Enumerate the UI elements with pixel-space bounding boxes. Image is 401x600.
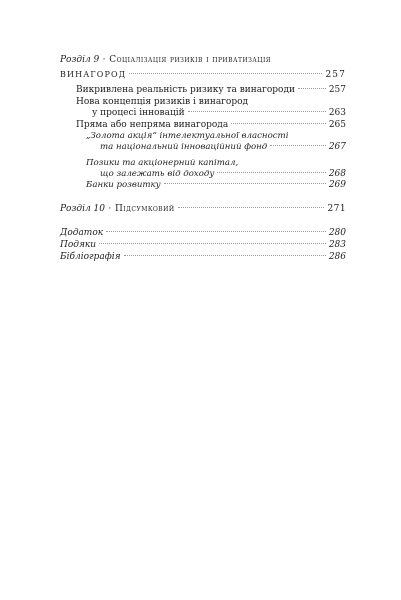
- toc-appendix[interactable]: [60, 228, 346, 238]
- dot-leader: [298, 88, 326, 89]
- chapter-10-label: Розділ 10: [60, 204, 106, 214]
- toc-section-distorted-reality[interactable]: [60, 85, 346, 95]
- toc-subsection-development-banks[interactable]: [60, 180, 346, 190]
- page-number: 257: [328, 85, 346, 95]
- page-number: 283: [328, 240, 346, 250]
- dot-leader: [270, 145, 326, 146]
- toc-subsection-loans[interactable]: [60, 169, 346, 179]
- dot-leader: [188, 111, 326, 112]
- subsection-title-line1: „Золота акція“ інтелектуальної власності: [86, 131, 289, 141]
- toc-subsection-golden-share-line1[interactable]: [60, 131, 346, 141]
- dot-leader: [99, 243, 326, 244]
- dot-leader: [217, 172, 325, 173]
- chapter-10-separator: ·: [105, 204, 115, 214]
- chapter-9-separator: ·: [99, 55, 110, 65]
- page-number: 265: [328, 120, 346, 130]
- toc-section-direct-indirect[interactable]: [60, 120, 346, 130]
- page-number: 271: [327, 204, 346, 214]
- dot-leader: [124, 255, 326, 256]
- chapter-9-label: Розділ 9: [60, 55, 100, 65]
- page-number: 267: [328, 142, 346, 152]
- toc-section-new-concept-line1[interactable]: [60, 97, 346, 107]
- chapter-9-title-line2: ВИНАГОРОД: [60, 70, 127, 79]
- chapter-9-title-line1: Соціалізація ризиків і приватизація: [109, 55, 272, 65]
- dot-leader: [129, 73, 322, 74]
- toc-subsection-loans-line1[interactable]: [60, 158, 346, 168]
- dot-leader: [178, 207, 325, 208]
- toc-section-new-concept[interactable]: [60, 108, 346, 118]
- section-title-line1: Нова концепція ризиків і винагород: [76, 97, 249, 107]
- subsection-title: Банки розвитку: [86, 180, 161, 190]
- page-number: 280: [328, 228, 346, 238]
- toc-chapter-9-heading: [60, 55, 346, 65]
- section-title: Викривлена реальність ризику та винагороди: [76, 85, 295, 95]
- toc-bibliography[interactable]: [60, 252, 346, 262]
- subsection-title-line2: що залежать від доходу: [100, 169, 215, 179]
- page-number: 257: [325, 70, 346, 80]
- page-number: 268: [328, 169, 346, 179]
- page-number: 286: [328, 252, 346, 262]
- backmatter-title: Бібліографія: [60, 252, 121, 262]
- dot-leader: [164, 183, 326, 184]
- section-title-line2: у процесі інновацій: [92, 108, 185, 118]
- dot-leader: [231, 123, 326, 124]
- page-number: 263: [328, 108, 346, 118]
- subsection-title-line2: та національний інноваційний фонд: [100, 142, 268, 152]
- toc-chapter-10[interactable]: [60, 204, 346, 214]
- backmatter-title: Подяки: [60, 240, 97, 250]
- toc-acknowledgements[interactable]: [60, 240, 346, 250]
- toc-subsection-golden-share[interactable]: [60, 142, 346, 152]
- backmatter-title: Додаток: [60, 228, 104, 238]
- toc-chapter-9[interactable]: [60, 70, 346, 80]
- chapter-10-title: Підсумковий: [114, 204, 175, 214]
- section-title: Пряма або непряма винагорода: [76, 120, 229, 130]
- subsection-title-line1: Позики та акціонерний капітал,: [86, 158, 239, 168]
- dot-leader: [106, 231, 326, 232]
- page-number: 269: [328, 180, 346, 190]
